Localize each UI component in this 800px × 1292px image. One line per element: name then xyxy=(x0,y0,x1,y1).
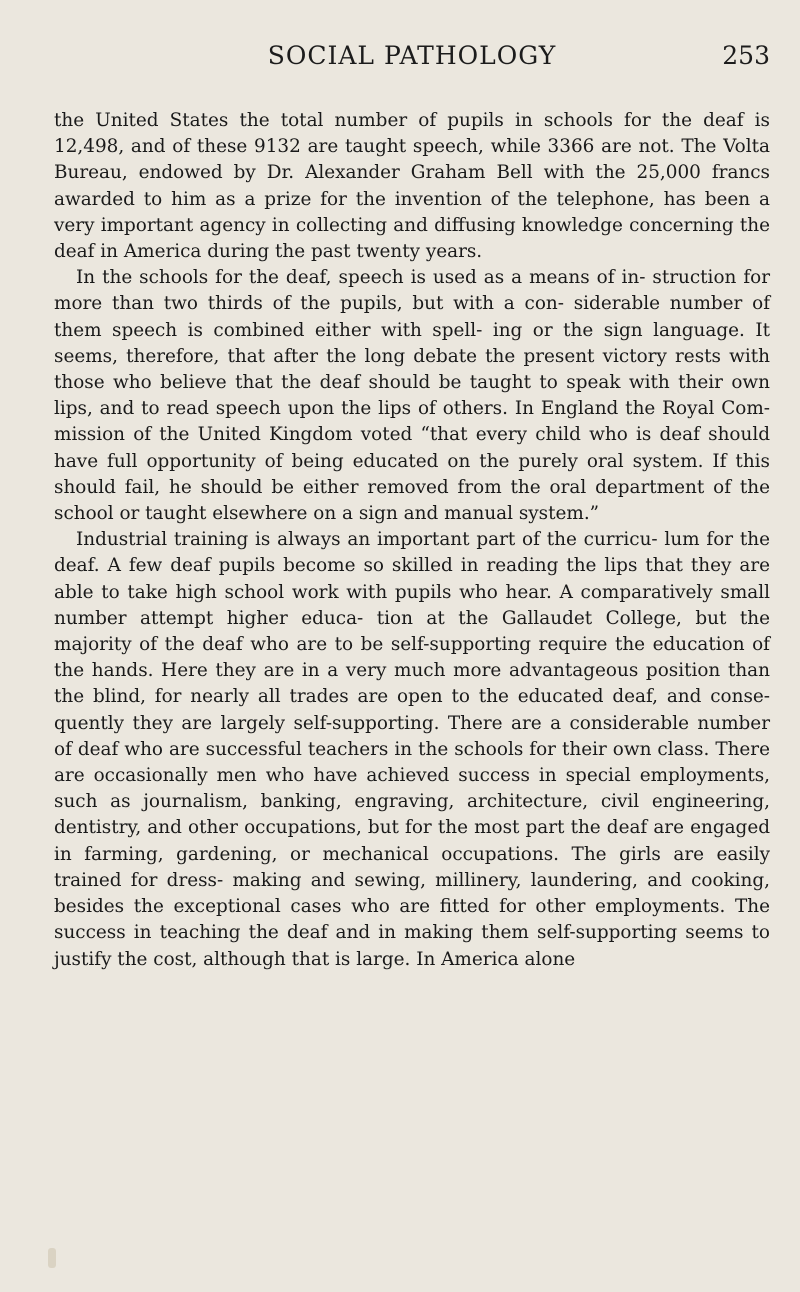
paragraph-1: the United States the total number of pupils in schools for the deaf is 12,498, and of these 9132 are taught speech, while 3366 are not. The Volta Bureau, endowed by Dr. Alexander Graham Bell with the 25,000 francs awarded to him as a prize for the invention of the telephone, has been a very important agency in collecting and diffusing knowledge concerning the deaf in America during the past twenty years. xyxy=(54,110,770,263)
paper-smudge xyxy=(48,1248,56,1268)
paragraph-2: In the schools for the deaf, speech is used as a means of in- struction for more than two thirds of the pupils, but with a con- siderable number of them speech is combined either with spell- ing or the sign language. It seems, therefore, that after the long debate the present victory rests with those who believe that the deaf should be taught to speak with their own lips, and to read speech upon the lips of others. In England the Royal Com- mission of the United Kingdom voted “that every child who is deaf should have full opportunity of being educated on the purely oral system. If this should fail, he should be either removed from the oral department of the school or taught elsewhere on a sign and manual system.” xyxy=(54,267,770,525)
running-title: SOCIAL PATHOLOGY xyxy=(267,41,557,70)
page-number: 253 xyxy=(722,41,770,70)
body-text xyxy=(54,108,770,973)
page-header xyxy=(54,41,770,77)
paragraph-3: Industrial training is always an important part of the curricu- lum for the deaf. A few deaf pupils become so skilled in reading the lips that they are able to take high school work with pupils who hear. A comparatively small number attempt higher educa- tion at the Gallaudet College, but the majority of the deaf who are to be self-supporting require the education of the hands. Here they are in a very much more advantageous position than the blind, for nearly all trades are open to the educated deaf, and conse- quently they are largely self-supporting. There are a considerable number of deaf who are successful teachers in the schools for their own class. There are occasionally men who have achieved success in special employments, such as journalism, banking, engraving, architecture, civil engineering, dentistry, and other occupations, but for the most part the deaf are engaged in farming, gardening, or mechanical occupations. The girls are easily trained for dress- making and sewing, millinery, laundering, and cooking, besides the exceptional cases who are fitted for other employments. The success in teaching the deaf and in making them self-supporting seems to justify the cost, although that is large. In America alone xyxy=(54,529,770,970)
